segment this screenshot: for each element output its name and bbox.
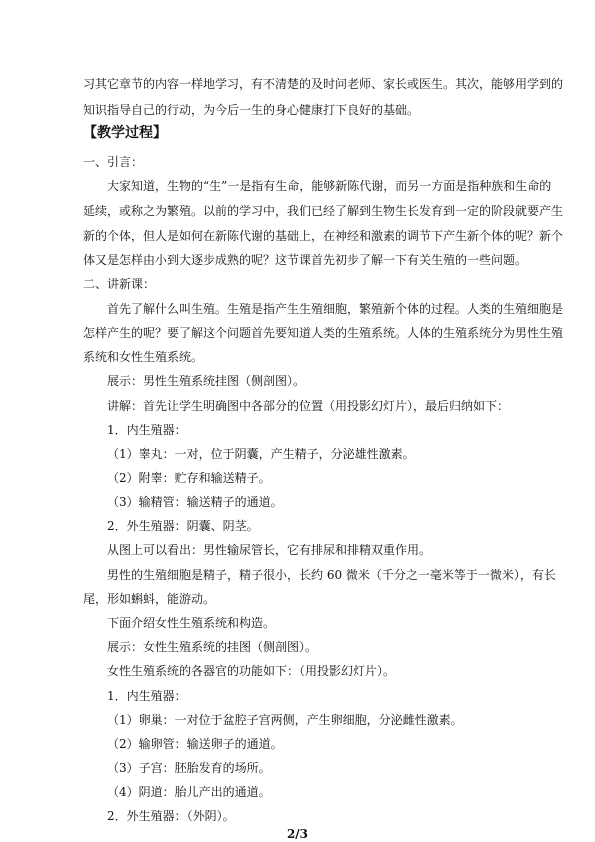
list-heading: 2．外生殖器：（外阴）。 xyxy=(107,809,235,823)
paragraph-line: 延续，或称之为繁殖。以前的学习中，我们已经了解到生物生长发育到一定的阶段就要产生 xyxy=(83,204,564,218)
page-number: 2/3 xyxy=(286,827,309,841)
paragraph-line: 尾，形如蝌蚪，能游动。 xyxy=(83,592,216,606)
paragraph-line: 体又是怎样由小到大逐步成熟的呢？这节课首先初步了解一下有关生殖的一些问题。 xyxy=(83,253,528,267)
list-heading: 2．外生殖器：阴囊、阴茎。 xyxy=(107,519,259,533)
paragraph-line: 习其它章节的内容一样地学习，有不清楚的及时问老师、家长或医生。其次，能够用学到的 xyxy=(83,77,564,91)
list-item: （4）阴道：胎儿产出的通道。 xyxy=(107,785,271,799)
paragraph-line: 讲解：首先让学生明确图中各部分的位置（用投影幻灯片），最后归纳如下： xyxy=(107,399,510,413)
list-item: （2）输卵管：输送卵子的通道。 xyxy=(107,737,283,751)
paragraph-line: 展示：女性生殖系统的挂图（侧剖图）。 xyxy=(107,640,318,654)
paragraph-line: 展示：男性生殖系统挂图（侧剖图）。 xyxy=(107,374,306,388)
paragraph-line: 新的个体，但人是如何在新陈代谢的基础上，在神经和激素的调节下产生新个体的呢？新个 xyxy=(83,229,564,243)
paragraph-line: 知识指导自己的行动，为今后一生的身心健康打下良好的基础。 xyxy=(83,103,420,117)
paragraph-line: 系统和女性生殖系统。 xyxy=(83,350,204,364)
paragraph-line: 从图上可以看出：男性输尿管长，它有排尿和排精双重作用。 xyxy=(107,543,432,557)
paragraph-line: 下面介绍女性生殖系统和构造。 xyxy=(107,616,276,630)
list-heading: 1．内生殖器： xyxy=(107,423,187,437)
paragraph-line: 怎样产生的呢？要了解这个问题首先要知道人类的生殖系统。人体的生殖系统分为男性生殖 xyxy=(83,326,564,340)
section-title-intro: 一、引言： xyxy=(83,155,144,169)
section-title-new-lesson: 二、讲新课： xyxy=(83,277,156,291)
paragraph-line: 女性生殖系统的各器官的功能如下：（用投影幻灯片）。 xyxy=(107,664,396,678)
list-heading: 1．内生殖器： xyxy=(107,689,187,703)
paragraph-line: 大家知道，生物的“生”一是指有生命，能够新陈代谢，而另一方面是指种族和生命的 xyxy=(107,179,552,193)
section-heading: 【教学过程】 xyxy=(83,125,167,141)
paragraph-line: 首先了解什么叫生殖。生殖是指产生生殖细胞，繁殖新个体的过程。人类的生殖细胞是 xyxy=(107,302,564,316)
paragraph-line: 男性的生殖细胞是精子，精子很小，长约 60 微米（千分之一毫米等于一微米），有长 xyxy=(107,568,556,582)
list-item: （1）睾丸：一对，位于阴囊，产生精子，分泌雄性激素。 xyxy=(107,447,415,461)
list-item: （1）卵巢：一对位于盆腔子宫两侧，产生卵细胞，分泌雌性激素。 xyxy=(107,713,463,727)
list-item: （3）子宫：胚胎发育的场所。 xyxy=(107,761,271,775)
list-item: （2）附睾：贮存和输送精子。 xyxy=(107,471,271,485)
list-item: （3）输精管：输送精子的通道。 xyxy=(107,495,283,509)
